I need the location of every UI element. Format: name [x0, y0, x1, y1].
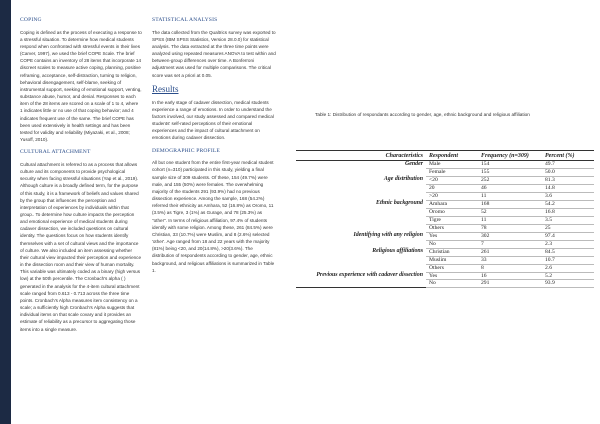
row-respondent: Yes: [426, 232, 478, 240]
cultural-attachment-heading: CULTURAL ATTACHMENT: [20, 149, 91, 156]
row-frequency: 8: [478, 264, 542, 272]
table-header-row: [296, 151, 594, 161]
row-respondent: >20: [426, 192, 478, 200]
row-characteristic: [296, 224, 426, 232]
row-percent: 5.2: [542, 272, 594, 280]
row-frequency: 302: [478, 232, 542, 240]
row-percent: 2.3: [542, 240, 594, 248]
row-respondent: Yes: [426, 272, 478, 280]
row-percent: 97.4: [542, 232, 594, 240]
table-row: [296, 272, 594, 280]
row-frequency: 78: [478, 224, 542, 232]
row-characteristic: [296, 192, 426, 200]
table-row: [296, 240, 594, 248]
row-characteristic: Previous experience with cadaver dissection: [316, 272, 423, 278]
row-frequency: 52: [478, 208, 542, 216]
table-row: [296, 264, 594, 272]
row-frequency: 155: [478, 168, 542, 176]
row-frequency: 11: [478, 192, 542, 200]
table-row: [296, 208, 594, 216]
table-row: [296, 168, 594, 176]
sidebar-accent-bar: [0, 0, 11, 424]
table-row: [296, 176, 594, 184]
demographic-profile-heading: DEMOGRAPHIC PROFILE: [152, 147, 220, 154]
row-characteristic: [296, 256, 426, 264]
statistical-analysis-heading: STATISTICAL ANALYSIS: [152, 17, 218, 23]
coping-heading: COPING: [20, 17, 42, 23]
row-respondent: No: [426, 280, 478, 288]
row-frequency: 261: [478, 248, 542, 256]
row-respondent: Muslim: [426, 256, 478, 264]
results-paragraph: In the early stage of cadaver dissection, medical students experience a range of emotions. In order to understand the factors involved, our study assessed and compared medical students' self-rated perceptions of their emotional experiences and the impact of cultural attachment on emotions during cadaver dissection.: [152, 99, 274, 141]
row-respondent: Christian: [426, 248, 478, 256]
table-row: [296, 248, 594, 256]
middle-column: [152, 17, 276, 280]
table-row: [296, 184, 594, 192]
cultural-attachment-paragraph: Cultural attachment is referred to as a process that allows culture and its components to provide psychological security when facing stressful situations (Yap et al., 2019). Although culture is a broadly defined term, for the purpose of this study, it is a framework of beliefs and values shared by the group that influences the perception and interpretation of experiences by individuals within that group.. To determine how culture impacts the perception and emotional experience of medical students during cadaver dissection, we included questions on cultural identity. The questions focus on how students identify themselves with a set of cultural views and the importance of culture. We also included an item assessing whether their cultural view impacted their perception and experience in the dissection room and their view of human mortality. This variable was ultimately coded as a binary (high versus low) at the 50th percentile. The Cronbach's alpha ( ) generated in the analysis for the 4-item cultural attachment scale ranged from 0.613 - 0.713 across the three time points. Cronbach's Alpha measures item consistency on a scale; a sufficiently high Cronbach's Alpha suggests that individual items on that scale covary and it provides an estimate of reliability as a precursor to aggregating those items into a single measure.: [20, 161, 142, 332]
row-characteristic: Gender: [405, 160, 423, 167]
row-percent: 49.7: [542, 160, 594, 168]
row-percent: 93.9: [542, 280, 594, 288]
row-percent: 3.6: [542, 192, 594, 200]
table-row: [296, 224, 594, 232]
row-respondent: Others: [426, 224, 478, 232]
row-percent: 16.8: [542, 208, 594, 216]
row-frequency: 252: [478, 176, 542, 184]
table-row: [296, 232, 594, 240]
table-row: [296, 280, 594, 288]
row-percent: 2.6: [542, 264, 594, 272]
table-body: [296, 160, 594, 288]
row-respondent: Male: [426, 160, 478, 168]
results-heading: Results: [152, 83, 179, 94]
row-frequency: 168: [478, 200, 542, 208]
row-percent: 50.0: [542, 168, 594, 176]
row-percent: 81.3: [542, 176, 594, 184]
row-respondent: Female: [426, 168, 478, 176]
table-row: [296, 192, 594, 200]
row-respondent: Oromo: [426, 208, 478, 216]
row-percent: 14.8: [542, 184, 594, 192]
demographics-table: [296, 150, 594, 288]
table-row: [296, 256, 594, 264]
row-frequency: 154: [478, 160, 542, 168]
row-percent: 3.5: [542, 216, 594, 224]
table-caption: Table 1: Distribution of respondants according to gender, age, ethnic background and religious affiliation: [315, 112, 530, 117]
row-respondent: Tigre: [426, 216, 478, 224]
row-characteristic: [296, 168, 426, 176]
row-frequency: 7: [478, 240, 542, 248]
row-percent: 84.5: [542, 248, 594, 256]
header-characteristics: Characteristics: [385, 153, 423, 159]
row-percent: 25: [542, 224, 594, 232]
row-frequency: 46: [478, 184, 542, 192]
row-characteristic: [296, 208, 426, 216]
row-respondent: 20: [426, 184, 478, 192]
row-frequency: 11: [478, 216, 542, 224]
row-frequency: 291: [478, 280, 542, 288]
row-characteristic: [296, 264, 426, 272]
row-respondent: Amhara: [426, 200, 478, 208]
row-characteristic: Ethnic background: [376, 200, 423, 207]
left-column: [20, 17, 142, 339]
row-percent: 54.2: [542, 200, 594, 208]
row-frequency: 33: [478, 256, 542, 264]
row-characteristic: Age distribution: [383, 176, 423, 183]
row-characteristic: [296, 184, 426, 192]
row-characteristic: [296, 240, 426, 248]
row-frequency: 16: [478, 272, 542, 280]
row-characteristic: Religious affiliations: [372, 248, 423, 255]
coping-paragraph: Coping is defined as the process of executing a response to a stressful situation. To determine how medical students respond when confronted with stressful events in their lives (Carver, 1997), we used the brief COPE Scale. The brief COPE contains an inventory of 28 items that incorporate 14 discreet scales to measure active coping, planning, positive reframing, acceptance, self-distraction, turning to religion, behavioral disengagement, self-blame, seeking of instrumental support, seeking of emotional support, venting, substance abuse, humor, and denial. Responses to each item of the 28 items are scored on a scale of 1 to 4, where 1 indicates little or no use of that coping behavior; and 4 indicates frequent use of the same. The brief COPE has been used extensively in health settings and has been tested for validity and reliability (Miyazaki, et al., 2008; Yusoff, 2010).: [20, 29, 142, 143]
table-row: [296, 200, 594, 208]
row-characteristic: [296, 216, 426, 224]
row-characteristic: [296, 280, 426, 288]
row-respondent: No: [426, 240, 478, 248]
header-respondent: Respondent: [429, 153, 459, 159]
row-characteristic: Identifying with any religion: [353, 232, 423, 239]
header-percent: Percent (%): [545, 153, 575, 159]
table-row: [296, 160, 594, 168]
header-frequency: Frequency (n=309): [481, 153, 529, 159]
statistical-analysis-paragraph: The data collected from the Qualtrics survey was exported to SPSS (IBM SPSS Statistics, Version 28.0.0) for statistical analysis. The data extracted at the three time points were analyzed using repeated measures ANOVA to test within and between-group differences over time. A Bonferroni adjustment was used for multiple comparisons. The critical score was set a priori at 0.05.: [152, 29, 276, 78]
row-respondent: <20: [426, 176, 478, 184]
row-respondent: Others: [426, 264, 478, 272]
demographic-profile-paragraph: All but one student from the entire first-year medical student cohort (n=310) participated in this study, yielding a final sample size of 309 students. Of these, 154 (49.7%) were male, and 155 (50%) were females. The overwhelming majority of the students 291 (93.9%) had no previous dissection experience. Among the sample, 168 (54.2%) referred their ethnicity as Amhara, 52 (16.8%) as Oromo, 11 (3.5%) as Tigre, 3 (1%) as Gurage, and 78 (25.3%) as "other". In terms of religious affiliation, 97.4% of students identify with some religion. Among these, 261 (84.5%) were Christian, 33 (10.7%) were Muslim, and 8 (2.6%) selected 'other'. Age ranged from 18 and 22 years with the majority (81%) being <20, and 20(14.8%), >20(3.6%). The distribution of respondents according to gender, age, ethnic background, and religious affiliations is summarized in Table 1.: [152, 160, 275, 273]
table-row: [296, 216, 594, 224]
row-percent: 10.7: [542, 256, 594, 264]
